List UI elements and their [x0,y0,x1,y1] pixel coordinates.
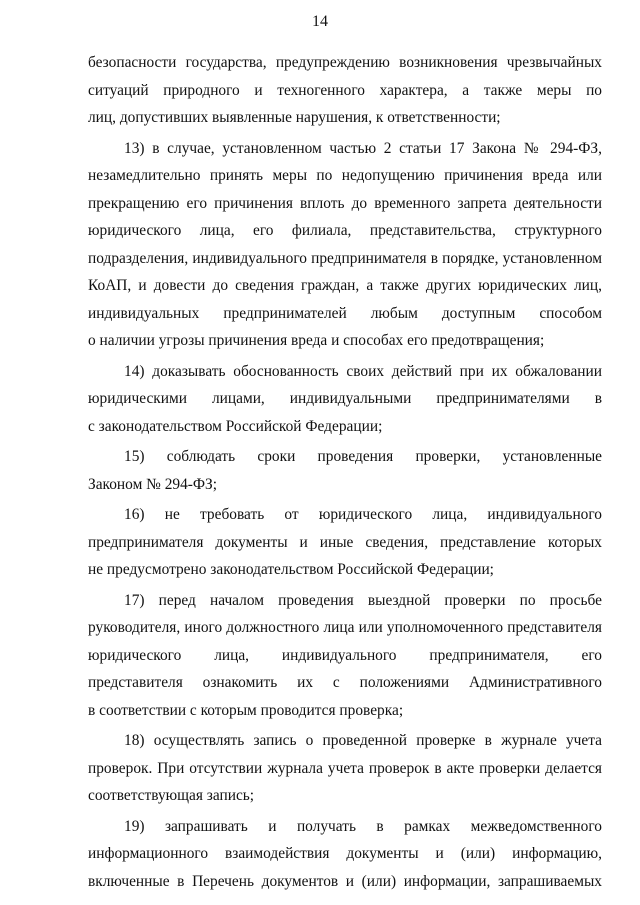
text-line: подразделения, индивидуального предпринимателя в порядке, установленном [88,249,602,267]
text-line: лиц, допустивших выявленные нарушения, к ответственности; [88,109,501,126]
text-line: предпринимателя документы и иные сведения, представление которых [88,533,602,551]
paragraph-15 [88,443,602,498]
paragraph-18 [88,727,602,810]
text-line: руководителя, иного должностного лица или уполномоченного представителя [88,619,602,636]
text-line: юридического лица, индивидуального предпринимателя, его [88,646,602,664]
text-line: проверок. При отсутствии журнала учета проверок в акте проверки делается [88,759,602,777]
text-line: юридического лица, его филиала, представительства, структурного [88,222,602,239]
text-line: незамедлительно принять меры по недопущению причинения вреда или [88,167,602,184]
text-line: индивидуальных предпринимателей любым доступным способом [88,304,602,322]
paragraph-13 [88,135,602,355]
paragraph-19 [88,813,602,896]
text-line: 19) запрашивать и получать в рамках межведомственного [124,817,602,835]
text-line: соответствующая запись; [88,787,255,804]
document-body [88,49,602,895]
page-number: 14 [312,13,328,30]
text-line: 15) соблюдать сроки проведения проверки, установленные [124,448,602,465]
text-line: в соответствии с которым проводится проверка; [88,701,404,719]
text-line: 17) перед началом проведения выездной проверки по просьбе [124,591,602,609]
text-line: прекращению его причинения вплоть до временного запрета деятельности [88,194,602,212]
paragraph-12-continuation [88,49,602,132]
text-line: юридическими лицами, индивидуальными предпринимателями в [88,390,602,407]
text-line: Законом № 294-ФЗ; [88,475,218,493]
paragraph-17 [88,587,602,725]
text-line: ситуаций природного и техногенного характера, а также меры по [88,81,602,99]
text-line: 18) осуществлять запись о проведенной проверке в журнале учета [124,732,602,749]
text-line: включенные в Перечень документов и (или) информации, запрашиваемых [88,872,602,890]
text-line: с законодательством Российской Федерации; [88,417,383,435]
text-line: представителя ознакомить их с положениями Административного [88,674,602,691]
text-line: не предусмотрено законодательством Российской Федерации; [88,561,494,578]
text-line: безопасности государства, предупреждению возникновения чрезвычайных [88,54,602,71]
text-line: о наличии угрозы причинения вреда и способах его предотвращения; [88,332,545,349]
paragraph-14 [88,358,602,441]
text-line: КоАП, и довести до сведения граждан, а также других юридических лиц, [88,277,602,294]
text-line: 13) в случае, установленном частью 2 статьи 17 Закона № 294-ФЗ, [124,139,602,157]
text-line: 16) не требовать от юридического лица, индивидуального [124,506,602,523]
paragraph-16 [88,501,602,584]
text-line: информационного взаимодействия документы и (или) информацию, [88,845,602,862]
text-line: 14) доказывать обоснованность своих действий при их обжаловании [124,362,602,380]
